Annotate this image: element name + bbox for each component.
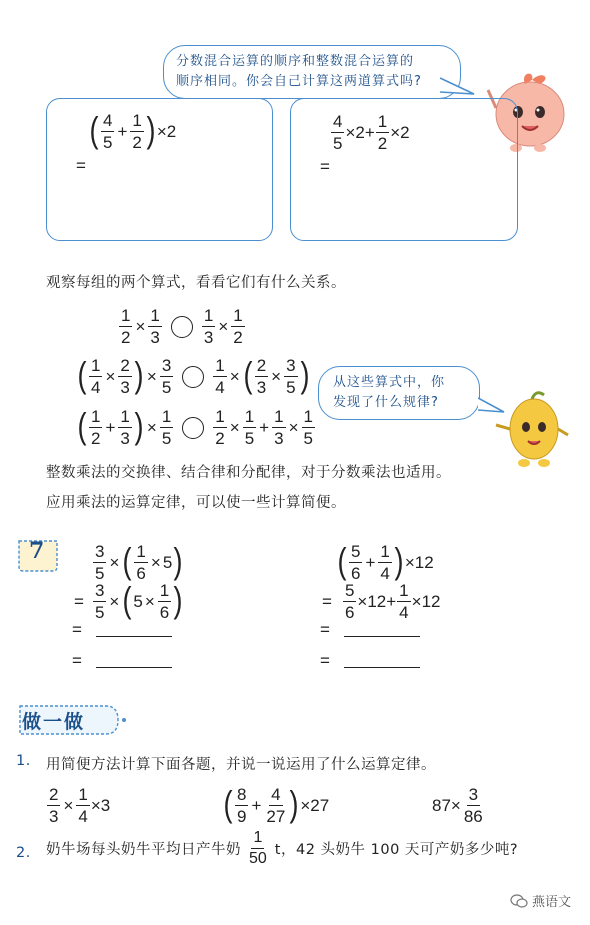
question-2-number: 2. bbox=[16, 845, 31, 861]
compare-row-2: ( $\frac{1}{4}$ × $\frac{2}{3}$ ) × $\frac{3}{5}$ $\frac{1}{4}$ × ( $\frac{2}{3}$ × $\frac{3}{5}$ ) bbox=[77, 353, 310, 397]
rule-text-1: 整数乘法的交换律、结合律和分配律，对于分数乘法也适用。 bbox=[46, 465, 451, 481]
bubble-line: 发现了什么规律? bbox=[333, 395, 439, 410]
fraction: $\frac{8}{9}$ bbox=[237, 785, 247, 826]
fraction: $\frac{1}{4}$ bbox=[91, 356, 101, 397]
fraction: $\frac{3}{5}$ bbox=[286, 356, 296, 397]
fraction: $\frac{2}{3}$ bbox=[49, 785, 59, 826]
section-title: 做一做 bbox=[22, 711, 86, 733]
bubble-line: 从这些算式中，你 bbox=[333, 375, 446, 390]
fraction: $\frac{1}{4}$ bbox=[215, 356, 225, 397]
fraction: $\frac{5}{6}$ bbox=[351, 542, 361, 583]
fraction: $\frac{1}{6}$ bbox=[136, 542, 146, 583]
box1-expression bbox=[88, 108, 177, 152]
compare-row-1: $\frac{1}{2}$ × $\frac{1}{3}$ $\frac{1}{3}$ × $\frac{1}{2}$ bbox=[121, 306, 243, 347]
answer-line[interactable]: = bbox=[72, 620, 172, 640]
fraction: $\frac{1}{3}$ bbox=[203, 306, 214, 347]
speech-bubble-middle bbox=[318, 366, 480, 420]
bubble-line: 分数混合运算的顺序和整数混合运算的 bbox=[176, 54, 415, 69]
potato-character-icon bbox=[492, 385, 572, 470]
fraction: $\frac{1}{4}$ bbox=[399, 581, 409, 622]
fraction: $\frac{1}{4}$ bbox=[78, 785, 88, 826]
example-left-line-1: $\frac{3}{5}$ × ( $\frac{1}{6}$ × 5 ) bbox=[95, 539, 183, 583]
fraction: $\frac{1}{5}$ bbox=[244, 407, 255, 448]
compare-row-3: ( $\frac{1}{2}$ + $\frac{1}{3}$ ) × $\frac{1}{5}$ $\frac{1}{2}$ × $\frac{1}{5}$ + $\frac{1}{3}$ × $\frac{1}{5}$ bbox=[77, 404, 313, 448]
fraction: $\frac{4}{5}$ bbox=[103, 111, 113, 152]
fraction: $\frac{1}{4}$ bbox=[380, 542, 390, 583]
watermark-text: 燕语文 bbox=[532, 895, 572, 910]
fraction: $\frac{1}{2}$ bbox=[132, 111, 142, 152]
equals-sign: = bbox=[76, 156, 86, 175]
fraction: $\frac{1}{2}$ bbox=[121, 306, 131, 347]
fraction: $\frac{1}{3}$ bbox=[150, 306, 160, 347]
question-2-text-b: t，42 头奶牛 100 天可产奶多少吨? bbox=[274, 842, 519, 858]
answer-line[interactable]: = bbox=[320, 620, 420, 640]
compare-circle[interactable] bbox=[182, 417, 204, 439]
observe-instruction: 观察每组的两个算式，看看它们有什么关系。 bbox=[46, 275, 346, 291]
fraction: $\frac{1}{2}$ bbox=[91, 407, 101, 448]
question-1-number: 1. bbox=[16, 753, 31, 769]
q1-expression-a: $\frac{2}{3}$ × $\frac{1}{4}$ ×3 bbox=[49, 785, 111, 826]
times-operand: ×2 bbox=[390, 122, 410, 142]
fraction: $\frac{1}{3}$ bbox=[120, 407, 130, 448]
times-plus: ×2+ bbox=[345, 122, 375, 142]
example-right-line-1: ( $\frac{5}{6}$ + $\frac{1}{4}$ ) ×12 bbox=[337, 539, 434, 583]
paren-left: ( bbox=[89, 108, 99, 150]
fraction: $\frac{1}{2}$ bbox=[215, 407, 225, 448]
paren-right: ) bbox=[146, 108, 156, 150]
example-right-line-2: = $\frac{5}{6}$ ×12+ $\frac{1}{4}$ ×12 bbox=[322, 581, 441, 622]
question-2-line bbox=[46, 830, 518, 867]
fraction: $\frac{1}{2}$ bbox=[233, 306, 243, 347]
fraction: $\frac{1}{5}$ bbox=[161, 407, 172, 448]
fraction: $\frac{3}{5}$ bbox=[95, 542, 105, 583]
example-left-line-2: = $\frac{3}{5}$ × ( 5 × $\frac{1}{6}$ ) bbox=[74, 578, 183, 622]
q1-expression-b: ( $\frac{8}{9}$ + $\frac{4}{27}$ ) ×27 bbox=[223, 782, 330, 826]
fraction: $\frac{3}{5}$ bbox=[161, 356, 172, 397]
fraction: $\frac{2}{3}$ bbox=[120, 356, 130, 397]
box2-expression bbox=[330, 113, 410, 152]
plus-sign: + bbox=[117, 121, 128, 141]
fraction: $\frac{3}{86}$ bbox=[463, 785, 483, 826]
fraction: $\frac{1}{2}$ bbox=[377, 112, 388, 153]
q1-expression-c: 87× $\frac{3}{86}$ bbox=[432, 785, 483, 826]
fraction: $\frac{1}{6}$ bbox=[159, 581, 170, 622]
example-number: 7 bbox=[29, 538, 45, 564]
rule-text-2: 应用乘法的运算定律，可以使一些计算简便。 bbox=[46, 495, 346, 511]
compare-circle[interactable] bbox=[182, 366, 204, 388]
equals-sign: = bbox=[320, 157, 330, 176]
fraction: $\frac{5}{6}$ bbox=[344, 581, 355, 622]
answer-line[interactable]: = bbox=[320, 651, 420, 671]
fraction: $\frac{2}{3}$ bbox=[256, 356, 267, 397]
fraction: $\frac{1}{5}$ bbox=[303, 407, 313, 448]
fraction: $\frac{4}{27}$ bbox=[266, 785, 286, 826]
wechat-icon bbox=[510, 893, 528, 909]
fraction: $\frac{1}{3}$ bbox=[274, 407, 284, 448]
compare-circle[interactable] bbox=[171, 316, 193, 338]
times-operand: ×2 bbox=[156, 121, 177, 141]
speech-bubble-top bbox=[163, 45, 461, 99]
fraction: $\frac{4}{5}$ bbox=[333, 112, 343, 153]
bubble-line: 顺序相同。你会自己计算这两道算式吗? bbox=[176, 74, 422, 89]
fraction: $\frac{1}{50}$ bbox=[249, 829, 267, 867]
fraction: $\frac{3}{5}$ bbox=[94, 581, 105, 622]
question-2-text-a: 奶牛场每头奶牛平均日产牛奶 bbox=[46, 842, 241, 858]
answer-line[interactable]: = bbox=[72, 651, 172, 671]
question-1-text: 用简便方法计算下面各题，并说一说运用了什么运算定律。 bbox=[46, 757, 436, 773]
watermark bbox=[510, 891, 571, 910]
